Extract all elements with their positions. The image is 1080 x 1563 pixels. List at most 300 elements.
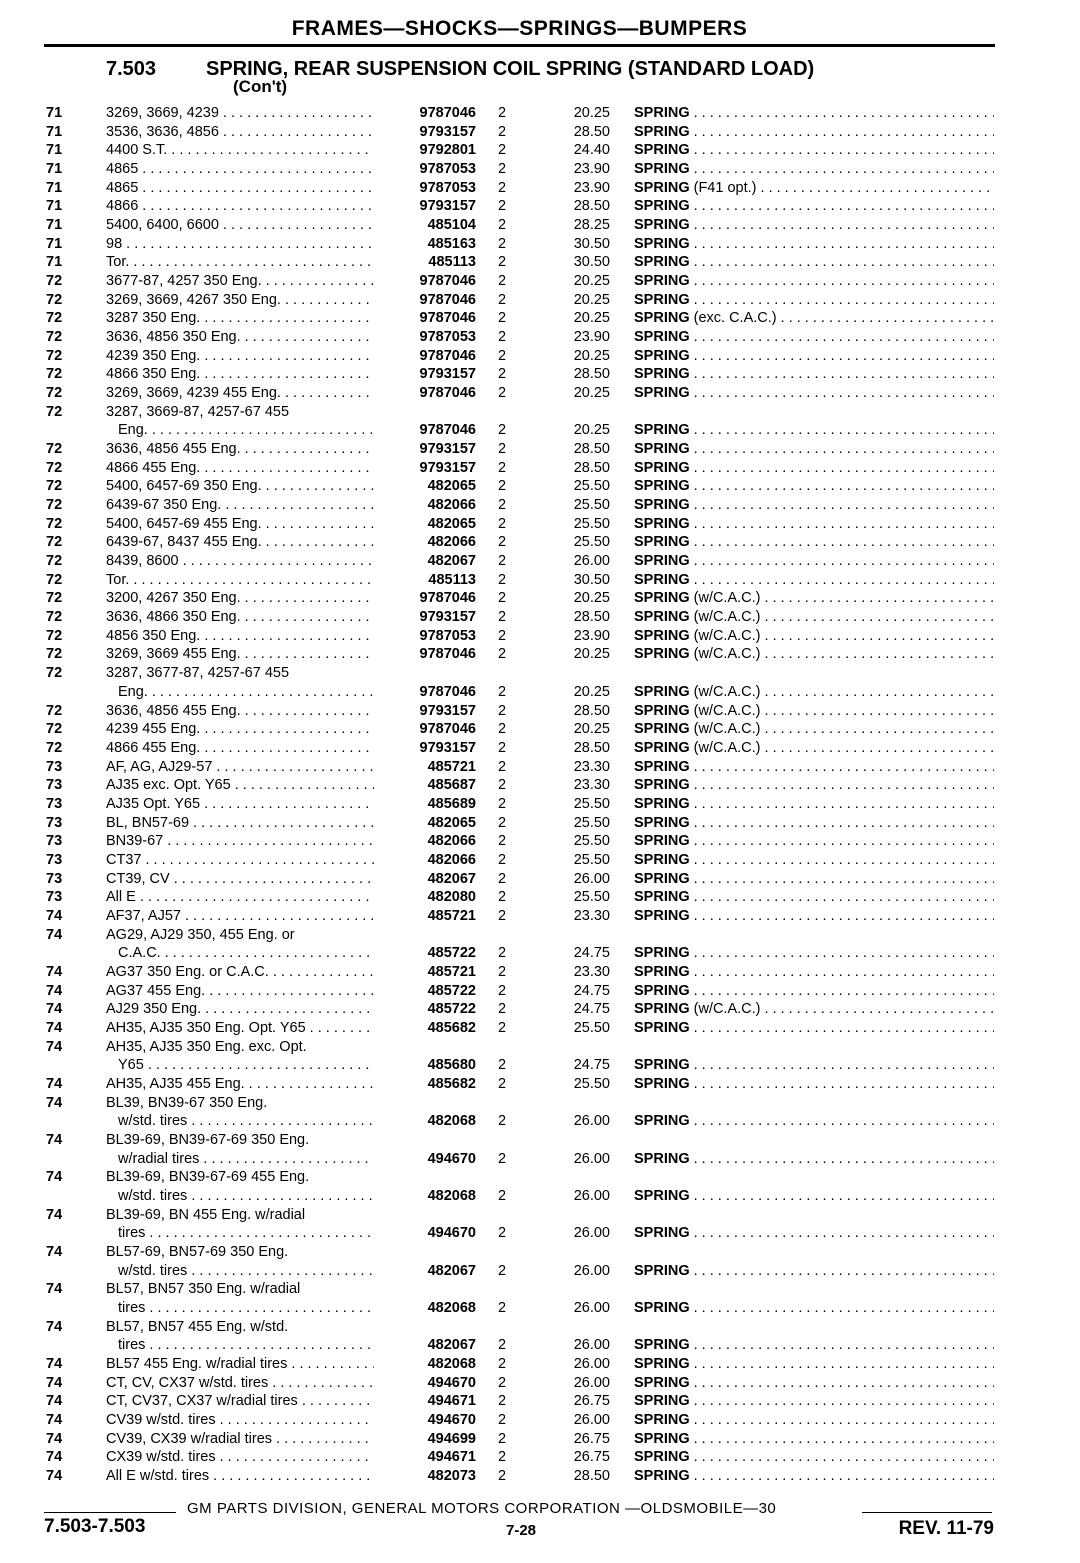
length-cell: 23.30 <box>573 963 610 980</box>
model-cell: C.A.C. . . . <box>118 944 374 963</box>
part-number-cell: 485721 <box>427 907 476 924</box>
year-cell: 74 <box>46 1206 63 1223</box>
description-cell <box>634 720 994 739</box>
part-number-cell: 9787046 <box>419 310 476 327</box>
description-cell <box>634 515 994 534</box>
quantity-cell: 2 <box>498 235 507 252</box>
year-cell: 71 <box>46 179 63 196</box>
model-cell: AG37 350 Eng. or C.A.C. . . . <box>106 963 374 982</box>
model-cell: 3269, 3669, 4267 350 Eng. . . . <box>106 291 374 310</box>
description-cell <box>634 814 994 833</box>
model-cell: 3269, 3669, 4239 455 Eng. . . . <box>106 384 374 403</box>
year-cell: 74 <box>46 1038 63 1055</box>
quantity-cell: 2 <box>498 161 507 178</box>
part-number-cell: 9787046 <box>419 105 476 121</box>
description-cell <box>634 1392 994 1411</box>
table-row <box>0 384 1080 403</box>
model-cell: 8439, 8600 . . . <box>106 552 374 571</box>
quantity-cell: 2 <box>498 478 507 495</box>
part-number-cell: 9787046 <box>419 683 476 700</box>
part-number-cell: 9793157 <box>419 366 476 383</box>
length-cell: 26.00 <box>573 1262 610 1279</box>
table-row <box>0 571 1080 590</box>
description-text: SPRING <box>634 422 690 439</box>
model-cell: BL57, BN57 350 Eng. w/radial <box>106 1281 301 1298</box>
model-cell: CT37 . . . <box>106 851 374 870</box>
model-cell: BL39-69, BN39-67-69 350 Eng. <box>106 1131 310 1148</box>
table-row <box>0 403 1080 422</box>
description-cell <box>634 104 994 123</box>
year-cell: 72 <box>46 291 63 308</box>
description-text: SPRING <box>634 1187 690 1204</box>
length-cell: 28.50 <box>573 366 610 383</box>
year-cell: 74 <box>46 1131 63 1148</box>
table-row <box>0 720 1080 739</box>
quantity-cell: 2 <box>498 534 507 551</box>
table-row <box>0 1299 1080 1318</box>
table-row <box>0 851 1080 870</box>
description-text: SPRING <box>634 1019 690 1036</box>
quantity-cell: 2 <box>498 1468 507 1485</box>
year-cell: 71 <box>46 235 63 252</box>
model-cell: BL57-69, BN57-69 350 Eng. <box>106 1243 289 1260</box>
description-cell <box>634 1075 994 1094</box>
description-text: SPRING <box>634 1412 690 1429</box>
year-cell: 74 <box>46 926 63 943</box>
length-cell: 23.30 <box>573 777 610 794</box>
quantity-cell: 2 <box>498 217 507 234</box>
length-cell: 20.25 <box>573 310 610 327</box>
table-row <box>0 1467 1080 1486</box>
quantity-cell: 2 <box>498 758 507 775</box>
length-cell: 20.25 <box>573 273 610 290</box>
model-cell: 6439-67, 8437 455 Eng. . . . <box>106 533 374 552</box>
quantity-cell: 2 <box>498 1019 507 1036</box>
description-text: SPRING <box>634 1113 690 1130</box>
quantity-cell: 2 <box>498 590 507 607</box>
length-cell: 26.75 <box>573 1393 610 1410</box>
table-row <box>0 1411 1080 1430</box>
length-cell: 25.50 <box>573 1019 610 1036</box>
table-row <box>0 589 1080 608</box>
year-cell: 71 <box>46 217 63 234</box>
description-text: SPRING <box>634 179 690 196</box>
model-cell: Tor. . . . <box>106 253 374 272</box>
quantity-cell: 2 <box>498 702 507 719</box>
description-note: (w/C.A.C.) <box>693 590 761 607</box>
quantity-cell: 2 <box>498 721 507 738</box>
year-cell: 72 <box>46 627 63 644</box>
footer-rule-left <box>44 1512 176 1513</box>
year-cell: 72 <box>46 702 63 719</box>
table-row <box>0 216 1080 235</box>
model-cell: 3636, 4856 350 Eng. . . . <box>106 328 374 347</box>
description-text: SPRING <box>634 721 690 738</box>
model-cell: BN39-67 . . . <box>106 832 374 851</box>
length-cell: 20.25 <box>573 683 610 700</box>
table-row <box>0 515 1080 534</box>
part-number-cell: 494670 <box>427 1150 476 1167</box>
length-cell: 26.00 <box>573 1356 610 1373</box>
description-text: SPRING <box>634 1300 690 1316</box>
length-cell: 26.00 <box>573 870 610 887</box>
model-cell: 4239 455 Eng. . . . <box>106 720 374 739</box>
description-cell <box>634 1224 994 1243</box>
table-row <box>0 1243 1080 1262</box>
description-cell <box>634 216 994 235</box>
description-text: SPRING <box>634 329 690 346</box>
description-cell <box>634 1355 994 1374</box>
table-row <box>0 309 1080 328</box>
quantity-cell: 2 <box>498 1374 507 1391</box>
description-cell <box>634 1374 994 1393</box>
year-cell: 74 <box>46 1430 63 1447</box>
quantity-cell: 2 <box>498 833 507 850</box>
description-text: SPRING <box>634 833 690 850</box>
part-number-cell: 485722 <box>427 982 476 999</box>
model-cell: tires . . . <box>118 1299 374 1318</box>
length-cell: 25.50 <box>573 497 610 514</box>
description-text: SPRING <box>634 889 690 906</box>
quantity-cell: 2 <box>498 982 507 999</box>
description-note: (w/C.A.C.) <box>693 721 761 738</box>
quantity-cell: 2 <box>498 142 507 159</box>
description-cell <box>634 459 994 478</box>
part-number-cell: 482066 <box>427 851 476 868</box>
part-number-cell: 482068 <box>427 1356 476 1373</box>
description-cell <box>634 496 994 515</box>
model-cell: 5400, 6400, 6600 . . . <box>106 216 374 235</box>
table-row <box>0 758 1080 777</box>
part-number-cell: 9787046 <box>419 385 476 402</box>
year-cell: 71 <box>46 198 63 215</box>
description-text: SPRING <box>634 1001 690 1018</box>
quantity-cell: 2 <box>498 683 507 700</box>
table-row <box>0 1430 1080 1449</box>
length-cell: 26.75 <box>573 1449 610 1466</box>
model-cell: 4400 S.T. . . . <box>106 141 374 160</box>
description-text: SPRING <box>634 1356 690 1373</box>
quantity-cell: 2 <box>498 1262 507 1279</box>
part-number-cell: 485104 <box>427 217 476 234</box>
model-cell: w/std. tires . . . <box>118 1262 374 1281</box>
length-cell: 26.75 <box>573 1430 610 1447</box>
model-cell: 3636, 4866 350 Eng. . . . <box>106 608 374 627</box>
section-title: SPRING, REAR SUSPENSION COIL SPRING (STANDARD LOAD) <box>206 58 815 80</box>
description-cell <box>634 1019 994 1038</box>
length-cell: 28.50 <box>573 609 610 626</box>
year-cell: 72 <box>46 478 63 495</box>
quantity-cell: 2 <box>498 571 507 588</box>
quantity-cell: 2 <box>498 1001 507 1018</box>
table-row <box>0 123 1080 142</box>
table-row <box>0 1392 1080 1411</box>
year-cell: 72 <box>46 590 63 607</box>
description-cell <box>634 851 994 870</box>
description-text: SPRING <box>634 1393 690 1410</box>
quantity-cell: 2 <box>498 963 507 980</box>
part-number-cell: 482067 <box>427 1262 476 1279</box>
year-cell: 74 <box>46 1019 63 1036</box>
quantity-cell: 2 <box>498 795 507 812</box>
description-cell <box>634 1411 994 1430</box>
table-row <box>0 1206 1080 1225</box>
description-text: SPRING <box>634 627 690 644</box>
table-row <box>0 421 1080 440</box>
model-cell: 3677-87, 4257 350 Eng. . . . <box>106 272 374 291</box>
year-cell: 74 <box>46 1001 63 1018</box>
description-text: SPRING <box>634 198 690 215</box>
description-cell <box>634 1262 994 1281</box>
year-cell: 74 <box>46 1318 63 1335</box>
model-cell: BL39, BN39-67 350 Eng. <box>106 1094 268 1111</box>
quantity-cell: 2 <box>498 179 507 196</box>
length-cell: 28.50 <box>573 702 610 719</box>
part-number-cell: 482080 <box>427 889 476 906</box>
model-cell: 3636, 4856 455 Eng. . . . <box>106 702 374 721</box>
year-cell: 72 <box>46 721 63 738</box>
description-cell <box>634 758 994 777</box>
model-cell: 3287, 3669-87, 4257-67 455 <box>106 403 290 420</box>
part-number-cell: 9793157 <box>419 702 476 719</box>
model-cell: 4856 350 Eng. . . . <box>106 627 374 646</box>
description-cell <box>634 982 994 1001</box>
table-row <box>0 870 1080 889</box>
parts-table <box>0 104 1080 1486</box>
description-text: SPRING <box>634 1150 690 1167</box>
length-cell: 26.00 <box>573 1225 610 1242</box>
length-cell: 28.50 <box>573 198 610 215</box>
length-cell: 23.30 <box>573 758 610 775</box>
year-cell: 72 <box>46 459 63 476</box>
year-cell: 74 <box>46 1243 63 1260</box>
description-text: SPRING <box>634 515 690 532</box>
table-row <box>0 328 1080 347</box>
description-text: SPRING <box>634 702 690 719</box>
year-cell: 73 <box>46 833 63 850</box>
description-text: SPRING <box>634 347 690 364</box>
model-cell: 3200, 4267 350 Eng. . . . <box>106 589 374 608</box>
table-row <box>0 1187 1080 1206</box>
quantity-cell: 2 <box>498 1113 507 1130</box>
model-cell: AH35, AJ35 350 Eng. Opt. Y65 . . . <box>106 1019 374 1038</box>
part-number-cell: 485680 <box>427 1057 476 1074</box>
table-row <box>0 496 1080 515</box>
year-cell: 72 <box>46 553 63 570</box>
description-text: SPRING <box>634 161 690 178</box>
year-cell: 73 <box>46 889 63 906</box>
description-cell <box>634 832 994 851</box>
table-row <box>0 645 1080 664</box>
quantity-cell: 2 <box>498 441 507 458</box>
length-cell: 25.50 <box>573 889 610 906</box>
description-note: (w/C.A.C.) <box>693 739 761 756</box>
description-cell <box>634 963 994 982</box>
length-cell: 30.50 <box>573 235 610 252</box>
table-row <box>0 1150 1080 1169</box>
footer-rule-right <box>862 1512 992 1513</box>
part-number-cell: 485113 <box>428 571 476 588</box>
table-row <box>0 1336 1080 1355</box>
part-number-cell: 482068 <box>427 1187 476 1204</box>
model-cell: 3536, 3636, 4856 . . . <box>106 123 374 142</box>
part-number-cell: 9787046 <box>419 646 476 663</box>
year-cell: 72 <box>46 329 63 346</box>
model-cell: Eng. . . . <box>118 421 374 440</box>
quantity-cell: 2 <box>498 1449 507 1466</box>
description-cell <box>634 533 994 552</box>
description-note: (w/C.A.C.) <box>693 646 761 663</box>
description-text: SPRING <box>634 310 690 327</box>
table-row <box>0 907 1080 926</box>
part-number-cell: 9787046 <box>419 273 476 290</box>
table-row <box>0 1262 1080 1281</box>
model-cell: Y65 . . . <box>118 1056 374 1075</box>
quantity-cell: 2 <box>498 273 507 290</box>
description-cell <box>634 365 994 384</box>
quantity-cell: 2 <box>498 497 507 514</box>
table-row <box>0 1374 1080 1393</box>
description-cell <box>634 1467 994 1486</box>
length-cell: 25.50 <box>573 851 610 868</box>
description-text: SPRING <box>634 590 690 607</box>
table-row <box>0 963 1080 982</box>
quantity-cell: 2 <box>498 385 507 402</box>
description-text: SPRING <box>634 814 690 831</box>
description-note: (w/C.A.C.) <box>693 1001 761 1018</box>
year-cell: 71 <box>46 105 63 121</box>
year-cell: 71 <box>46 254 63 271</box>
quantity-cell: 2 <box>498 609 507 626</box>
description-cell <box>634 1430 994 1449</box>
table-row <box>0 477 1080 496</box>
part-number-cell: 494670 <box>427 1412 476 1429</box>
quantity-cell: 2 <box>498 198 507 215</box>
description-cell <box>634 440 994 459</box>
year-cell: 74 <box>46 1075 63 1092</box>
description-cell <box>634 888 994 907</box>
table-row <box>0 1019 1080 1038</box>
description-cell <box>634 309 994 328</box>
length-cell: 20.25 <box>573 385 610 402</box>
description-text: SPRING <box>634 1449 690 1466</box>
part-number-cell: 485721 <box>427 963 476 980</box>
part-number-cell: 9793157 <box>419 609 476 626</box>
table-row <box>0 1448 1080 1467</box>
description-cell <box>634 179 994 198</box>
part-number-cell: 494671 <box>427 1393 476 1410</box>
model-cell: BL39-69, BN 455 Eng. w/radial <box>106 1206 306 1223</box>
quantity-cell: 2 <box>498 366 507 383</box>
part-number-cell: 494671 <box>427 1449 476 1466</box>
year-cell: 72 <box>46 347 63 364</box>
length-cell: 23.90 <box>573 329 610 346</box>
table-row <box>0 926 1080 945</box>
model-cell: BL57, BN57 455 Eng. w/std. <box>106 1318 289 1335</box>
table-row <box>0 291 1080 310</box>
description-note: (w/C.A.C.) <box>693 609 761 626</box>
length-cell: 26.00 <box>573 553 610 570</box>
quantity-cell: 2 <box>498 254 507 271</box>
year-cell: 72 <box>46 571 63 588</box>
description-note: (exc. C.A.C.) <box>693 310 777 327</box>
quantity-cell: 2 <box>498 1225 507 1242</box>
length-cell: 23.30 <box>573 907 610 924</box>
year-cell: 74 <box>46 1393 63 1410</box>
year-cell: 72 <box>46 534 63 551</box>
year-cell: 73 <box>46 758 63 775</box>
table-row <box>0 702 1080 721</box>
model-cell: AF, AG, AJ29-57 . . . <box>106 758 374 777</box>
part-number-cell: 485722 <box>427 945 476 962</box>
part-number-cell: 482068 <box>427 1113 476 1130</box>
part-number-cell: 485163 <box>427 235 476 252</box>
description-cell <box>634 944 994 963</box>
quantity-cell: 2 <box>498 907 507 924</box>
model-cell: Tor. . . . <box>106 571 374 590</box>
model-cell: CV39, CX39 w/radial tires . . . <box>106 1430 374 1449</box>
quantity-cell: 2 <box>498 291 507 308</box>
length-cell: 26.00 <box>573 1337 610 1354</box>
table-row <box>0 253 1080 272</box>
description-text: SPRING <box>634 553 690 570</box>
quantity-cell: 2 <box>498 851 507 868</box>
description-cell <box>634 645 994 664</box>
table-row <box>0 160 1080 179</box>
model-cell: 4866 455 Eng. . . . <box>106 459 374 478</box>
description-text: SPRING <box>634 1057 690 1074</box>
description-text: SPRING <box>634 795 690 812</box>
description-text: SPRING <box>634 459 690 476</box>
part-number-cell: 9787046 <box>419 291 476 308</box>
description-text: SPRING <box>634 273 690 290</box>
model-cell: AJ35 exc. Opt. Y65 . . . <box>106 776 374 795</box>
table-row <box>0 739 1080 758</box>
description-cell <box>634 739 994 758</box>
length-cell: 24.75 <box>573 982 610 999</box>
model-cell: 4866 350 Eng. . . . <box>106 365 374 384</box>
model-cell: AH35, AJ35 455 Eng. . . . <box>106 1075 374 1094</box>
table-row <box>0 235 1080 254</box>
description-text: SPRING <box>634 758 690 775</box>
description-text: SPRING <box>634 571 690 588</box>
description-cell <box>634 571 994 590</box>
year-cell: 74 <box>46 982 63 999</box>
description-cell <box>634 907 994 926</box>
part-number-cell: 9787046 <box>419 721 476 738</box>
part-number-cell: 482065 <box>427 515 476 532</box>
description-cell <box>634 776 994 795</box>
year-cell: 74 <box>46 1449 63 1466</box>
part-number-cell: 494670 <box>427 1374 476 1391</box>
length-cell: 24.75 <box>573 1057 610 1074</box>
description-cell <box>634 552 994 571</box>
length-cell: 23.90 <box>573 161 610 178</box>
table-row <box>0 795 1080 814</box>
description-text: SPRING <box>634 646 690 663</box>
description-cell <box>634 870 994 889</box>
table-row <box>0 1056 1080 1075</box>
quantity-cell: 2 <box>498 627 507 644</box>
table-row <box>0 440 1080 459</box>
description-text: SPRING <box>634 1262 690 1279</box>
part-number-cell: 494699 <box>427 1430 476 1447</box>
model-cell: tires . . . <box>118 1336 374 1355</box>
length-cell: 20.25 <box>573 105 610 121</box>
model-cell: 4866 455 Eng. . . . <box>106 739 374 758</box>
model-cell: 5400, 6457-69 455 Eng. . . . <box>106 515 374 534</box>
description-cell <box>634 253 994 272</box>
